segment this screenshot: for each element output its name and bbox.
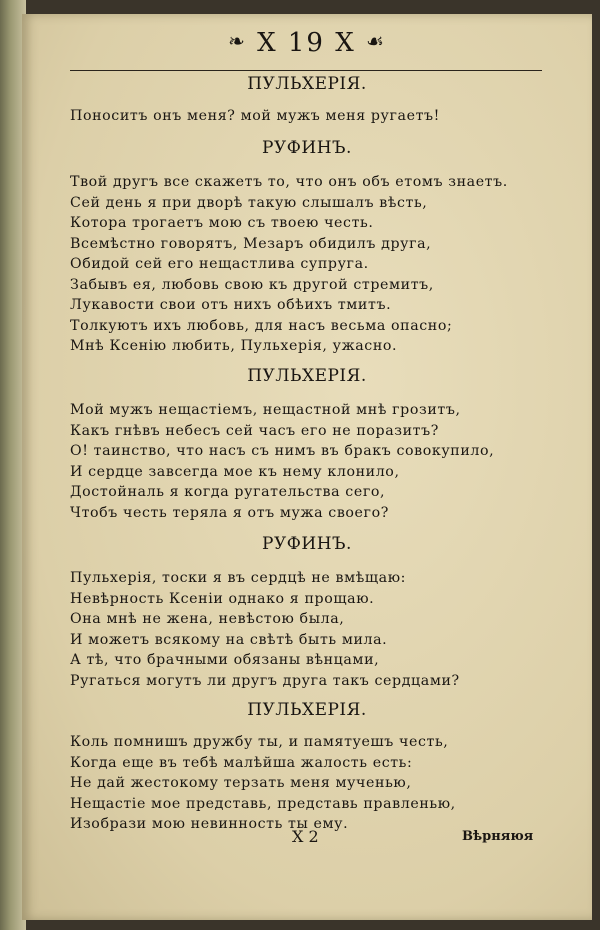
verse-line: А тѣ, что брачными обязаны вѣнцами, — [70, 652, 380, 668]
verse-block — [70, 732, 560, 835]
verse-line: Невѣрность Ксеніи однако я прощаю. — [70, 590, 375, 607]
verse-block — [70, 106, 560, 127]
page-header — [22, 28, 592, 58]
verse-line: Забывъ ея, любовь свою къ другой стремитъ, — [70, 276, 434, 293]
header-rule — [70, 70, 542, 71]
verse-line: Какъ гнѣвъ небесъ сей часъ его не поразитъ? — [70, 422, 439, 439]
speaker-name: РУФИНЪ. — [262, 534, 352, 554]
speaker-name: РУФИНЪ. — [262, 138, 352, 158]
verse-line: Коль помнишъ дружбу ты, и памятуешъ честь, — [70, 734, 449, 750]
verse-line: Мнѣ Ксенію любить, Пульхерія, ужасно. — [70, 338, 398, 354]
verse-line: Обидой сей его нещастлива супруга. — [70, 256, 369, 272]
verse-line: Нещастіе мое представь, представь правленью, — [70, 795, 456, 812]
verse-line: И сердце завсегда мое къ нему клонило, — [70, 463, 400, 480]
speaker-name: ПУЛЬХЕРІЯ. — [247, 74, 367, 94]
verse-line: Ругаться могутъ ли другъ друга такъ сердцами? — [70, 672, 460, 689]
verse-line: Сей день я при дворѣ такую слышалъ вѣсть, — [70, 194, 428, 211]
verse-line: Лукавости свои отъ нихъ обѣихъ тмитъ. — [70, 297, 392, 313]
speaker-name: ПУЛЬХЕРІЯ. — [247, 700, 367, 720]
verse-line: Когда еще въ тебѣ малѣйша жалость есть: — [70, 754, 413, 771]
verse-line: Не дай жестокому терзать меня мученью, — [70, 775, 412, 791]
verse-line: Мой мужъ нещастіемъ, нещастной мнѣ грозитъ, — [70, 402, 461, 418]
verse-line: Чтобъ честь теряла я отъ мужа своего? — [70, 504, 389, 521]
verse-line: Всемѣстно говорятъ, Мезаръ обидилъ друга, — [70, 235, 432, 252]
verse-block — [70, 400, 560, 523]
page-number: X 19 X — [257, 28, 356, 58]
verse-line: О! таинство, что насъ съ нимъ въ бракъ совокупило, — [70, 443, 495, 459]
verse-line: Изобрази мою невинность ты ему. — [70, 816, 349, 832]
signature-mark: X 2 — [292, 827, 319, 846]
verse-block — [70, 172, 560, 357]
verse-line: И можетъ всякому на свѣтѣ быть мила. — [70, 631, 388, 648]
verse-line: Она мнѣ не жена, невѣстою была, — [70, 611, 345, 627]
verse-line: Достойналь я когда ругательства сего, — [70, 484, 386, 500]
verse-line: Твой другъ все скажетъ то, что онъ объ етомъ знаетъ. — [70, 174, 508, 190]
verse-line: Пульхерія, тоски я въ сердцѣ не вмѣщаю: — [70, 570, 407, 586]
left-ornament-icon: ❧ — [228, 29, 247, 53]
catchword: Вѣрняюя — [462, 829, 534, 844]
verse-line: Котора трогаетъ мою съ твоею честь. — [70, 215, 374, 231]
speaker-name: ПУЛЬХЕРІЯ. — [247, 366, 367, 386]
book-page — [22, 14, 592, 920]
verse-line: Поноситъ онъ меня? мой мужъ меня ругаетъ! — [70, 108, 440, 124]
right-ornament-icon: ☙ — [366, 29, 386, 53]
verse-line: Толкуютъ ихъ любовь, для насъ весьма опасно; — [70, 317, 453, 334]
verse-block — [70, 568, 560, 691]
